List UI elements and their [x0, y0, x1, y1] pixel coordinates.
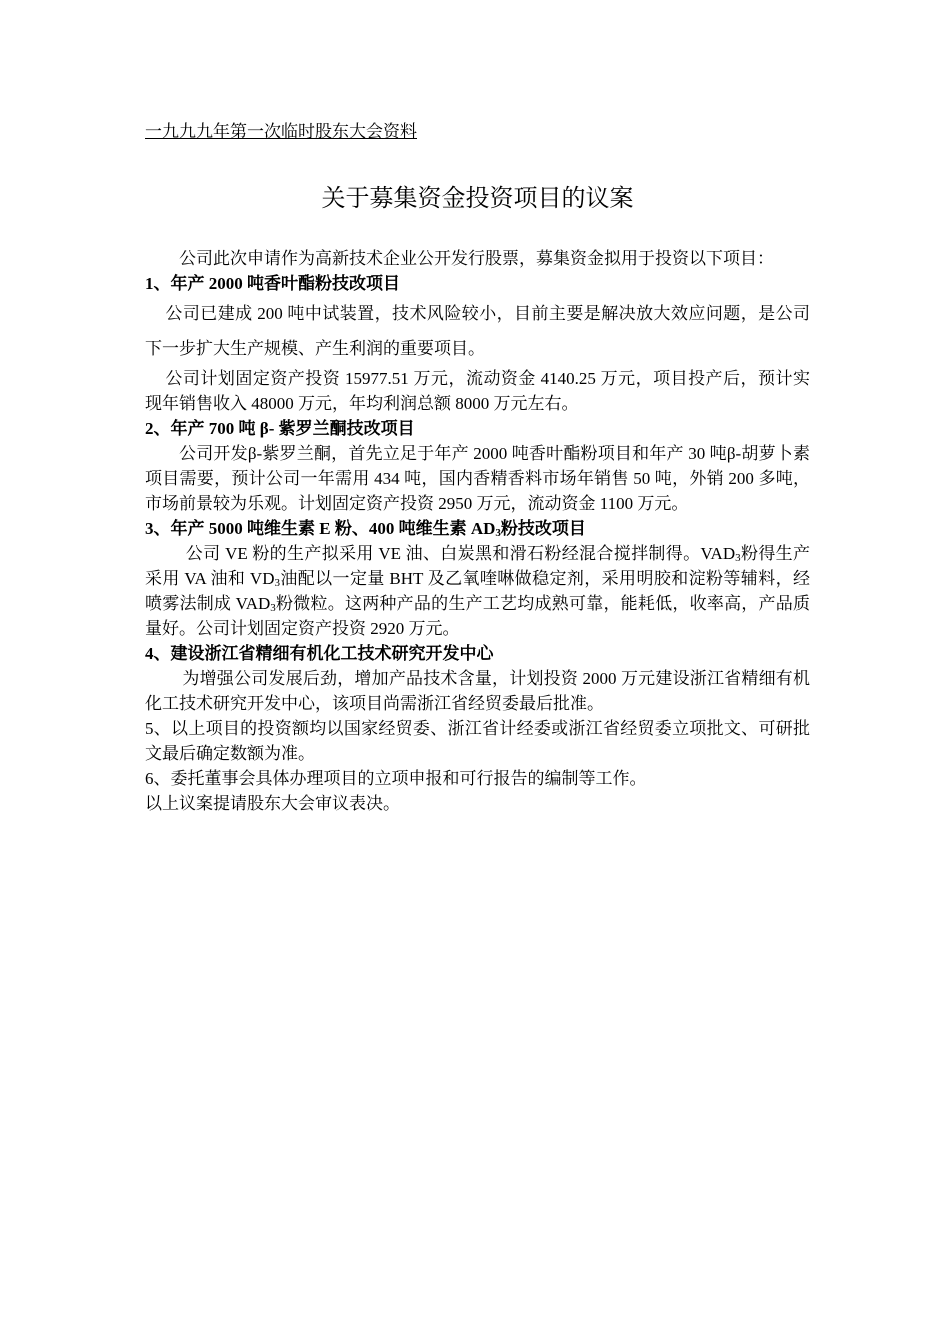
- project3-paragraph: [145, 541, 810, 641]
- project3-heading-part-a: 3、年产 5000 吨维生素 E 粉、400 吨维生素 AD: [145, 519, 496, 538]
- project1-paragraph-1: 公司已建成 200 吨中试装置，技术风险较小，目前主要是解决放大效应问题，是公司下一步扩大生产规模、产生利润的重要项目。: [145, 304, 810, 358]
- project3-text-b: 粉得生产采用 VA 油和 VD: [145, 544, 811, 588]
- document-body: [145, 246, 810, 816]
- project3-subscript-3: 3: [270, 602, 276, 614]
- project2-heading: 2、年产 700 吨 β- 紫罗兰酮技改项目: [145, 419, 415, 438]
- page-title: 关于募集资金投资项目的议案: [321, 186, 634, 212]
- project3-heading: [145, 516, 810, 541]
- project4-heading: 4、建设浙江省精细有机化工技术研究开发中心: [145, 644, 494, 663]
- project3-heading-part-b: 粉技改项目: [500, 519, 586, 538]
- project2-paragraph: 公司开发β-紫罗兰酮，首先立足于年产 2000 吨香叶酯粉项目和年产 30 吨β-胡萝卜素项目需要，预计公司一年需用 434 吨，国内香精香料市场年销售 50 吨，外销 200 多吨，市场前景较为乐观。计划固定资产投资 2950 万元，流动资金 1100 万元。: [145, 444, 810, 513]
- item-6: 6、委托董事会具体办理项目的立项申报和可行报告的编制等工作。: [145, 769, 647, 788]
- project3-heading-subscript: 3: [495, 527, 501, 539]
- project1-heading: 1、年产 2000 吨香叶酯粉技改项目: [145, 274, 400, 293]
- meeting-label: 一九九九年第一次临时股东大会资料: [145, 122, 417, 141]
- closing-statement: 以上议案提请股东大会审议表决。: [145, 794, 400, 813]
- intro-paragraph: 公司此次申请作为高新技术企业公开发行股票，募集资金拟用于投资以下项目：: [179, 249, 774, 268]
- project3-subscript-2: 3: [274, 577, 280, 589]
- project3-text-a: 公司 VE 粉的生产拟采用 VE 油、白炭黑和滑石粉经混合搅拌制得。VAD: [185, 544, 736, 563]
- project3-text-c: 油配以一定量 BHT 及乙氧喹啉做稳定剂，采用明胶和淀粉等辅料，经喷雾法制成 VAD: [145, 569, 810, 613]
- document-page: [145, 120, 811, 813]
- project3-text-d: 粉微粒。这两种产品的生产工艺均成熟可靠，能耗低，收率高，产品质量好。公司计划固定资产投资 2920 万元。: [145, 594, 811, 638]
- project1-paragraph-2: 公司计划固定资产投资 15977.51 万元，流动资金 4140.25 万元，项目投产后，预计实现年销售收入 48000 万元，年均利润总额 8000 万元左右。: [145, 369, 810, 413]
- project3-subscript-1: 3: [735, 552, 741, 564]
- project4-paragraph: 为增强公司发展后劲，增加产品技术含量，计划投资 2000 万元建设浙江省精细有机化工技术研究开发中心，该项目尚需浙江省经贸委最后批准。: [145, 669, 810, 713]
- item-5: 5、以上项目的投资额均以国家经贸委、浙江省计经委或浙江省经贸委立项批文、可研批文最后确定数额为准。: [145, 719, 810, 763]
